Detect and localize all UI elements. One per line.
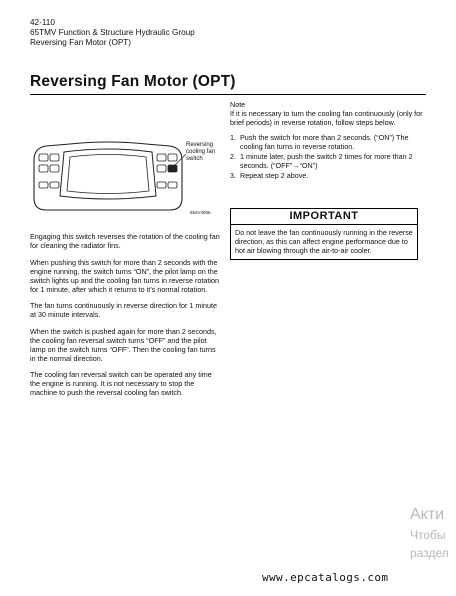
body-text [30, 232, 220, 405]
step-number: 2. [230, 152, 236, 161]
important-heading: IMPORTANT [231, 209, 417, 225]
watermark-line: Акти [410, 506, 445, 523]
paragraph: When pushing this switch for more than 2 seconds with the engine running, the switch turns “ON”, the pilot lamp on the switch lights up and the cooling fan turns in reverse rotation for 1 minute, after which it returns to it’s normal rotation. [30, 257, 219, 294]
group-title: 65TMV Function & Structure Hydraulic Group [30, 28, 195, 37]
activation-watermark [410, 504, 449, 562]
paragraph: The cooling fan reversal switch can be operated any time the engine is running. It is not necessary to stop the machine to push the reversal cooling fan switch. [30, 370, 212, 397]
page-header [30, 18, 195, 48]
watermark-line: Чтобы [410, 528, 446, 542]
switch-panel-figure [30, 138, 226, 220]
important-box [230, 208, 418, 260]
paragraph: When the switch is pushed again for more than 2 seconds, the cooling fan reversal switch turns “OFF” and the pilot lamp on the switch turns “OFF”. Then the cooling fan turns in the normal direction. [30, 326, 217, 363]
paragraph: The fan turns continuously in reverse direction for 1 minute at 30 minute intervals. [30, 301, 217, 319]
callout-line: switch [186, 156, 203, 162]
note-step [230, 152, 428, 170]
watermark-line: раздел [410, 546, 449, 560]
title-divider [30, 94, 426, 95]
callout-line: cooling fan [186, 149, 216, 155]
note-intro: If it is necessary to turn the cooling fan continuously (only for brief periods) in reverse rotation, follow steps below. [230, 109, 423, 127]
step-number: 3. [230, 171, 236, 180]
note-steps [230, 133, 428, 180]
note-heading: Note [230, 100, 246, 109]
step-text: Push the switch for more than 2 seconds. (“ON”) The cooling fan turns in reverse rotation. [240, 133, 409, 151]
important-text: Do not leave the fan continuously running in the reverse direction, as this can affect engine performance due to hot air blowing through the air-to-air cooler. [235, 228, 413, 255]
step-number: 1. [230, 133, 236, 142]
step-text: 1 minute later, push the switch 2 times for more than 2 seconds. (“OFF”→“ON”) [240, 152, 413, 170]
note-step [230, 171, 428, 180]
note-block [230, 100, 428, 181]
figure-callout [186, 142, 215, 163]
page-number: 42-110 [30, 18, 55, 27]
figure-code: 652V4006 [190, 210, 211, 215]
paragraph: Engaging this switch reverses the rotation of the cooling fan for cleaning the radiator fins. [30, 232, 220, 250]
page-title: Reversing Fan Motor (OPT) [30, 73, 236, 90]
footer-url: www.epcatalogs.com [262, 571, 389, 584]
note-step [230, 133, 428, 151]
section-title: Reversing Fan Motor (OPT) [30, 38, 132, 47]
step-text: Repeat step 2 above. [240, 171, 309, 180]
callout-line: Reversing [186, 142, 214, 148]
